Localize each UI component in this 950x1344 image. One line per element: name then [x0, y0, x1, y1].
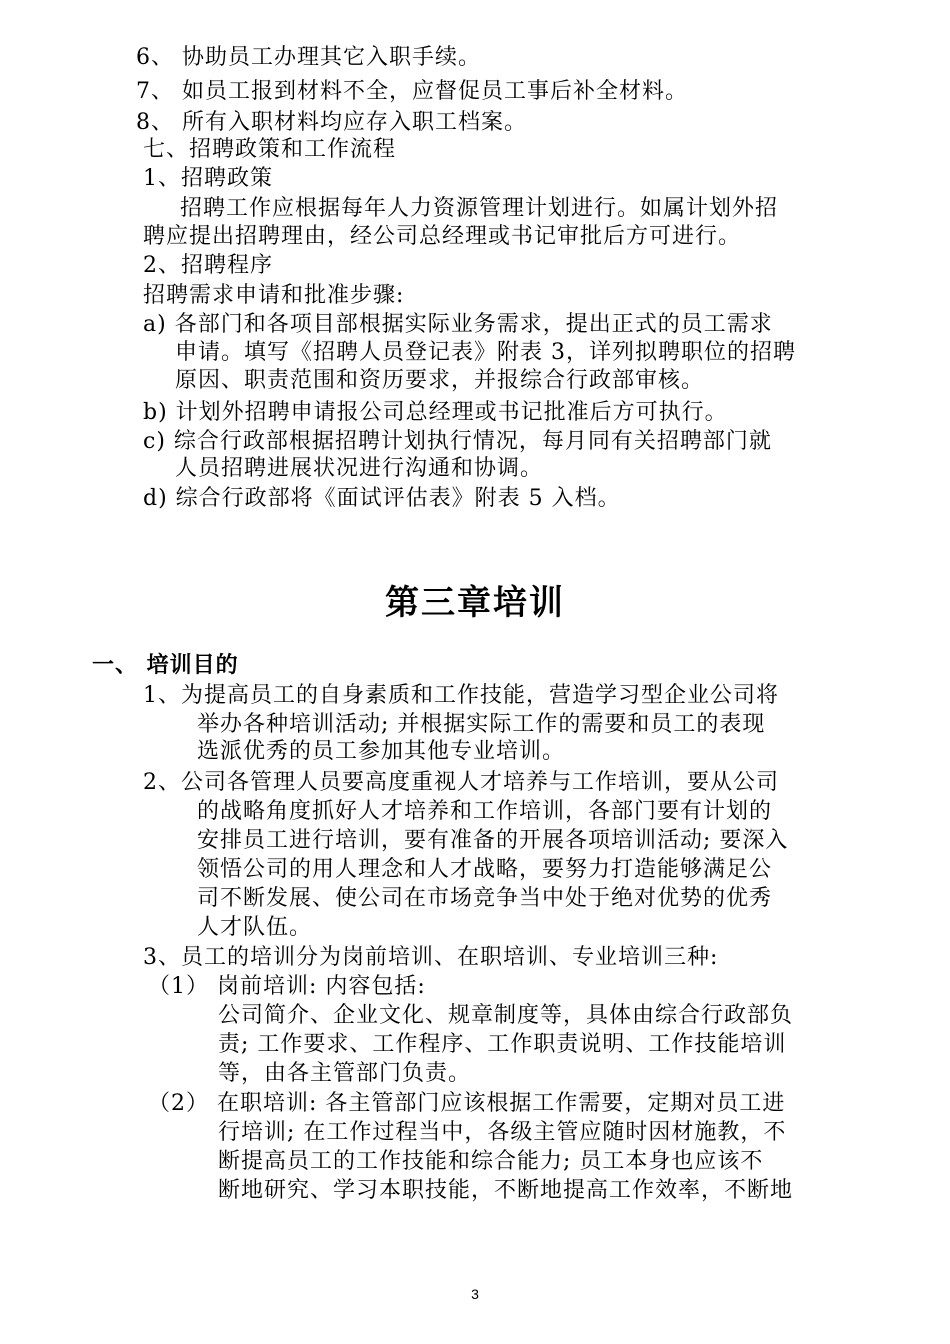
list-item-a: a) 各部门和各项目部根据实际业务需求，提出正式的员工需求: [143, 312, 773, 337]
list-item-7: 7、 如员工报到材料不全，应督促员工事后补全材料。: [136, 79, 688, 104]
list-item-a-cont: 申请。填写《招聘人员登记表》附表 3，详列拟聘职位的招聘: [175, 340, 796, 365]
list-item-2-cont: 安排员工进行培训，要有准备的开展各项培训活动; 要深入: [197, 828, 789, 853]
list-item-b: b) 计划外招聘申请报公司总经理或书记批准后方可执行。: [143, 400, 728, 425]
sub-item-2: （2） 在职培训: 各主管部门应该根据工作需要，定期对员工进: [148, 1091, 786, 1116]
section-heading-7: 七、招聘政策和工作流程: [143, 137, 397, 162]
page-number: 3: [471, 1286, 479, 1302]
list-item-2-cont: 人才队伍。: [197, 915, 313, 940]
list-item-2-cont: 司不断发展、使公司在市场竞争当中处于绝对优势的优秀: [197, 886, 773, 911]
sub-item-1-cont: 公司简介、企业文化、规章制度等，具体由综合行政部负: [218, 1003, 794, 1028]
list-item-c-cont: 人员招聘进展状况进行沟通和协调。: [175, 456, 544, 481]
subheading-recruit-procedure: 2、招聘程序: [143, 253, 273, 278]
sub-item-1-cont: 等，由各主管部门负责。: [218, 1061, 472, 1086]
subheading-recruit-policy: 1、招聘政策: [143, 166, 273, 191]
list-item-3: 3、员工的培训分为岗前培训、在职培训、专业培训三种:: [143, 945, 719, 970]
list-item-6: 6、 协助员工办理其它入职手续。: [136, 45, 481, 70]
chapter-title: 第三章培训: [385, 583, 565, 623]
list-item-c: c) 综合行政部根据招聘计划执行情况，每月同有关招聘部门就: [143, 429, 772, 454]
sub-item-1: （1） 岗前培训: 内容包括:: [148, 974, 426, 999]
list-item-1-cont: 选派优秀的员工参加其他专业培训。: [197, 739, 566, 764]
paragraph-line: 聘应提出招聘理由，经公司总经理或书记审批后方可进行。: [143, 224, 742, 249]
list-item-2-cont: 领悟公司的用人理念和人才战略，要努力打造能够满足公: [197, 857, 773, 882]
list-item-a-cont: 原因、职责范围和资历要求，并报综合行政部审核。: [175, 368, 705, 393]
sub-item-2-cont: 断提高员工的工作技能和综合能力; 员工本身也应该不: [218, 1149, 764, 1174]
list-item-2-cont: 的战略角度抓好人才培养和工作培训，各部门要有计划的: [197, 799, 773, 824]
paragraph-line: 招聘需求申请和批准步骤:: [143, 283, 405, 308]
sub-item-1-cont: 责; 工作要求、工作程序、工作职责说明、工作技能培训: [218, 1032, 787, 1057]
sub-item-2-cont: 行培训; 在工作过程当中，各级主管应随时因材施教，不: [218, 1120, 787, 1145]
sub-item-2-cont: 断地研究、学习本职技能，不断地提高工作效率，不断地: [218, 1178, 794, 1203]
paragraph-line: 招聘工作应根据每年人力资源管理计划进行。如属计划外招: [180, 196, 779, 221]
list-item-8: 8、 所有入职材料均应存入职工档案。: [136, 110, 527, 135]
list-item-d: d) 综合行政部将《面试评估表》附表 5 入档。: [143, 486, 621, 511]
list-item-1-cont: 举办各种培训活动; 并根据实际工作的需要和员工的表现: [197, 712, 766, 737]
list-item-1: 1、为提高员工的自身素质和工作技能，营造学习型企业公司将: [143, 683, 779, 708]
list-item-2: 2、公司各管理人员要高度重视人才培养与工作培训，要从公司: [143, 770, 779, 795]
section-heading-1: 一、 培训目的: [92, 653, 239, 678]
